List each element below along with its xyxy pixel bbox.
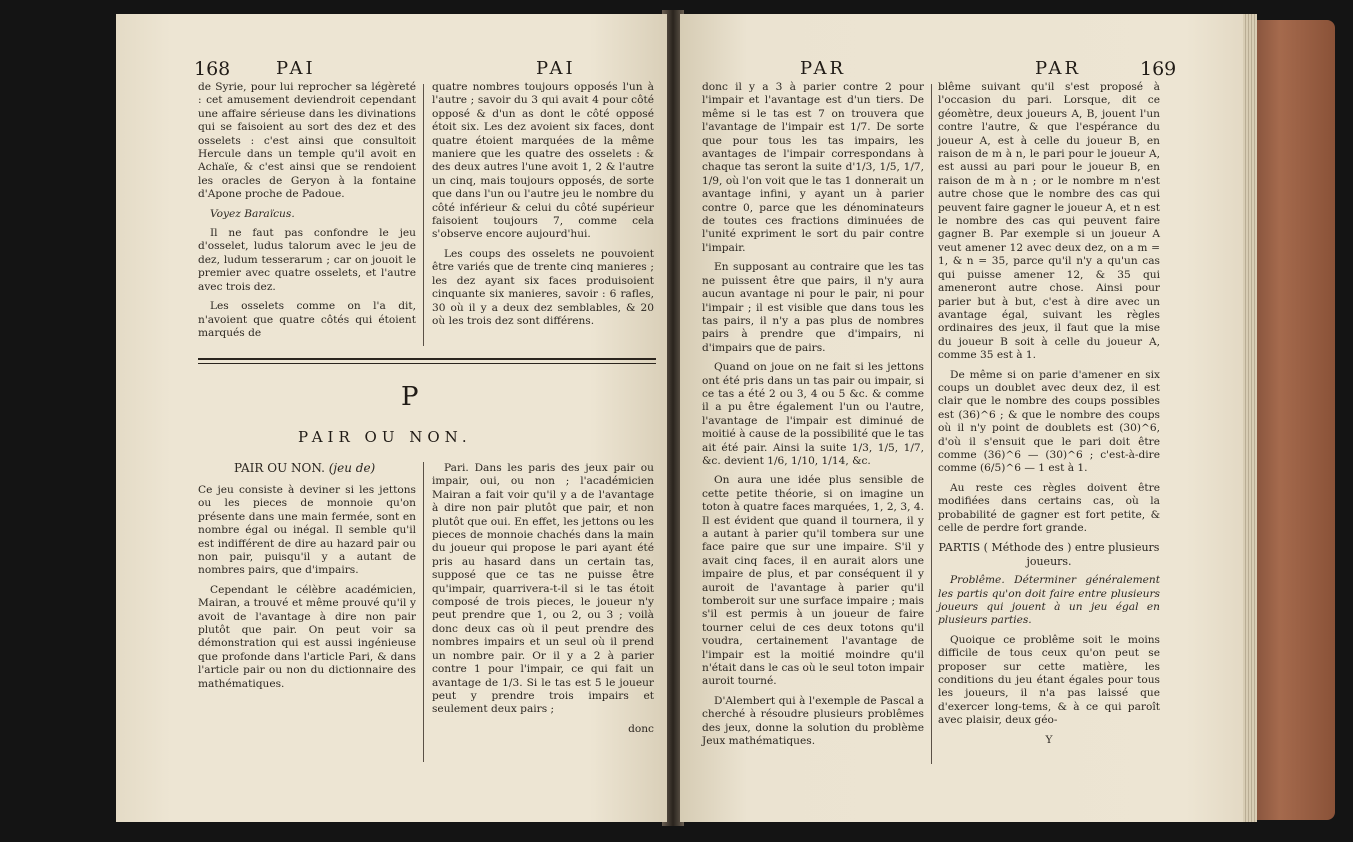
- paragraph: D'Alembert qui à l'exemple de Pascal a cherché à résoudre plusieurs problêmes des jeux, donne la solution du problème Jeux mathématiques.: [702, 694, 924, 748]
- paragraph: Cependant le célèbre académicien, Mairan, a trouvé et même prouvé qu'il y avoit de l'avantage à dire non pair plutôt que pair. On peut voir sa démonstration qui est aussi ingénieuse que profonde dans l'article Pari, & dans l'article pair ou non du dictionnaire des mathématiques.: [198, 583, 416, 690]
- right-col2: [938, 81, 1160, 753]
- paragraph: donc il y a 3 à parier contre 2 pour l'impair et l'avantage est d'un tiers. De même si le tas est 7 on trouvera que l'avantage de l'impair est 1/7. De sorte que pour tous les tas impairs, les avantages de l'impair correspondans à chaque tas seront la suite d'1/3, 1/5, 1/7, 1/9, où l'on voit que le tas 1 donnerait un avantage infini, y ayant un à parier contre 0, parce que les dénominateurs de toutes ces fractions diminuées de l'unité expriment le sort du pair contre l'impair.: [702, 81, 924, 254]
- running-head-left-2: PAI: [536, 58, 576, 79]
- right-col1: [702, 81, 924, 755]
- page-number-right: 169: [1140, 58, 1177, 80]
- paragraph: Ce jeu consiste à deviner si les jettons ou les pieces de monnoie qu'on présente dans une main fermée, sont en nombre égal ou inégal. Il semble qu'il est indifférent de dire au hazard pair ou non pair, puisqu'il y a autant de nombres pairs, que d'impairs.: [198, 484, 416, 577]
- paragraph: Pari. Dans les paris des jeux pair ou impair, oui, ou non ; l'académicien Mairan a fait voir qu'il y a de l'avantage à dire non pair plutôt que pair, et non plutôt que oui. En effet, les jettons ou les pieces de monnoie chachés dans la main du joueur qui propose le pari ayant été pris au hasard dans un certain tas, supposé que ce tas ne puisse être qu'impair, quarrivera-t-il si le tas étoit composé de trois pieces, le joueur n'y peut prendre que 1, ou 2, ou 3 ; voilà donc deux cas où il peut prendre des nombres impairs et un seul où il prend un nombre pair. Or il y a 2 à parier contre 1 pour l'impair, ce qui fait un avantage de 1/3. Si le tas est 5 le joueur peut y prendre trois impairs et seulement deux pairs ;: [432, 462, 654, 716]
- catchword: Y: [1045, 733, 1053, 746]
- partis-heading: PARTIS ( Méthode des ) entre plusieurs joueurs.: [938, 541, 1160, 568]
- paragraph: De même si on parie d'amener en six coups un doublet avec deux dez, il est clair que le nombre des coups possibles est (36)^6 ; & que le nombre des coups où il n'y point de doublets est (30)^6, d'où il s'ensuit que le pari doit être comme (36)^6 — (30)^6 ; c'est-à-dire comme (6/5)^6 — 1 est à 1.: [938, 368, 1160, 475]
- page-number-left: 168: [194, 58, 231, 80]
- paragraph: blême suivant qu'il s'est proposé à l'occasion du pari. Lorsque, dit ce géomètre, deux joueurs A, B, jouent l'un contre l'autre, & que l'espérance du joueur A, est à celle du joueur B, en raison de m à n, le pari pour le joueur A, est aussi au pari pour le joueur B, en raison de m à n ; or le nombre m n'est autre chose que le nombre des cas qui peuvent faire gagner le joueur A, et n est le nombre des cas qui peuvent faire gagner B. Par exemple si un joueur A veut amener 12 avec deux dez, on a m = 1, & n = 35, parce qu'il n'y a qu'un cas qui puisse amener 12, & 35 qui ameneront autre chose. Ainsi pour parier but à but, c'est à dire avec un avantage égal, suivant les règles ordinaires des jeux, il faut que la mise du joueur B soit à celle du joueur A, comme 35 est à 1.: [938, 81, 1160, 362]
- column-divider: [423, 84, 424, 346]
- catchword: donc: [628, 722, 654, 735]
- running-head-left: PAI: [276, 58, 316, 79]
- left-col1-bottom: [198, 484, 416, 697]
- article-heading-tag: (jeu de): [328, 461, 376, 475]
- article-heading-label: PAIR OU NON.: [234, 461, 325, 475]
- paragraph: On aura une idée plus sensible de cette petite théorie, si on imagine un toton à quatre faces marquées, 1, 2, 3, 4. Il est évident que quand il tournera, il y a autant à parier qu'il tombera sur une face paire que sur une impaire. S'il y avait cinq faces, il en aurait alors une impaire de plus, et par conséquent il y auroit de l'avantage à parier qu'il tomberoit sur une surface impaire ; mais s'il est permis à un joueur de faire tourner celui de ces deux totons qu'il voudra, certainement l'avantage de l'impair est la moitié moindre qu'il n'était dans le cas où le seul toton impair auroit tourné.: [702, 474, 924, 688]
- paragraph: Au reste ces règles doivent être modifiées dans certains cas, où la probabilité de gagner est fort petite, & celle de perdre fort grande.: [938, 481, 1160, 534]
- left-col1-top: [198, 81, 416, 346]
- section-title: PAIR OU NON.: [298, 428, 472, 446]
- paragraph: de Syrie, pour lui reprocher sa légèreté : cet amusement deviendroit cependant une affaire sérieuse dans les divinations qui se faisoient au sort des dez et des osselets : c'est ainsi que consultoit Hercule dans un temple qu'il avoit en Achaïe, & c'est ainsi que se rendoient les oracles de Geryon à la fontaine d'Apone proche de Padoue.: [198, 81, 416, 201]
- paragraph: Problême. Déterminer généralement les partis qu'on doit faire entre plusieurs joueurs qui jouent à un jeu égal en plusieurs parties.: [938, 574, 1160, 627]
- right-page: [680, 14, 1243, 822]
- running-head-right: PAR: [800, 58, 847, 79]
- paragraph: Les osselets comme on l'a dit, n'avoient que quatre côtés qui étoient marqués de: [198, 300, 416, 339]
- section-letter: P: [401, 382, 419, 412]
- section-rule: [198, 358, 656, 364]
- column-divider: [423, 462, 424, 762]
- paragraph: En supposant au contraire que les tas ne puissent être que pairs, il n'y aura aucun avantage ni pour le pair, ni pour l'impair ; il est visible que dans tous les tas pairs, il n'y a pas plus de nombres pairs à prendre que d'impairs, ni d'impairs que de pairs.: [702, 261, 924, 354]
- left-col2-bottom: [432, 462, 654, 742]
- paragraph: Il ne faut pas confondre le jeu d'osselet, ludus talorum avec le jeu de dez, ludum tesserarum ; car on jouoit le premier avec quatre osselets, et l'autre avec trois dez.: [198, 227, 416, 293]
- page-edges: [1243, 14, 1257, 822]
- column-divider: [931, 84, 932, 764]
- paragraph: Quoique ce problême soit le moins difficile de tous ceux qu'on peut se proposer sur cette matière, les conditions du jeu étant égales pour tous les joueurs, il n'a pas laissé que d'exercer long-tems, & à ce qui paroît avec plaisir, deux géo-: [938, 633, 1160, 727]
- paragraph: quatre nombres toujours opposés l'un à l'autre ; savoir du 3 qui avait 4 pour côté opposé & d'un as dont le côté opposé étoit six. Les dez avoient six faces, dont quatre étoient marquées de la même maniere que les quatre des osselets : & des deux autres l'une avoit 1, 2 & l'autre un cinq, mais toujours opposés, de sorte que dans l'un ou l'autre jeu le nombre du côté inférieur & celui du côté supérieur faisoient toujours 7, comme cela s'observe encore aujourd'hui.: [432, 81, 654, 241]
- paragraph: Les coups des osselets ne pouvoient être variés que de trente cinq manieres ; les dez ayant six faces produisoient cinquante six manieres, savoir : 6 rafles, 30 où il y a deux dez semblables, & 20 où les trois dez sont différens.: [432, 247, 654, 327]
- running-head-right-2: PAR: [1035, 58, 1082, 79]
- paragraph: Voyez Baraïcus.: [210, 207, 295, 220]
- paragraph: Quand on joue on ne fait si les jettons ont été pris dans un tas pair ou impair, si ce tas a été 2 ou 3, 4 ou 5 &c. & comme il a pu être également l'un ou l'autre, l'avantage de l'impair est diminué de moitié à cause de la possibilité que le tas ait été pair. Ainsi la suite 1/3, 1/5, 1/7, &c. devient 1/6, 1/10, 1/14, &c.: [702, 361, 924, 467]
- left-page: [116, 14, 667, 822]
- left-col2-top: [432, 81, 654, 334]
- article-heading: [234, 461, 375, 475]
